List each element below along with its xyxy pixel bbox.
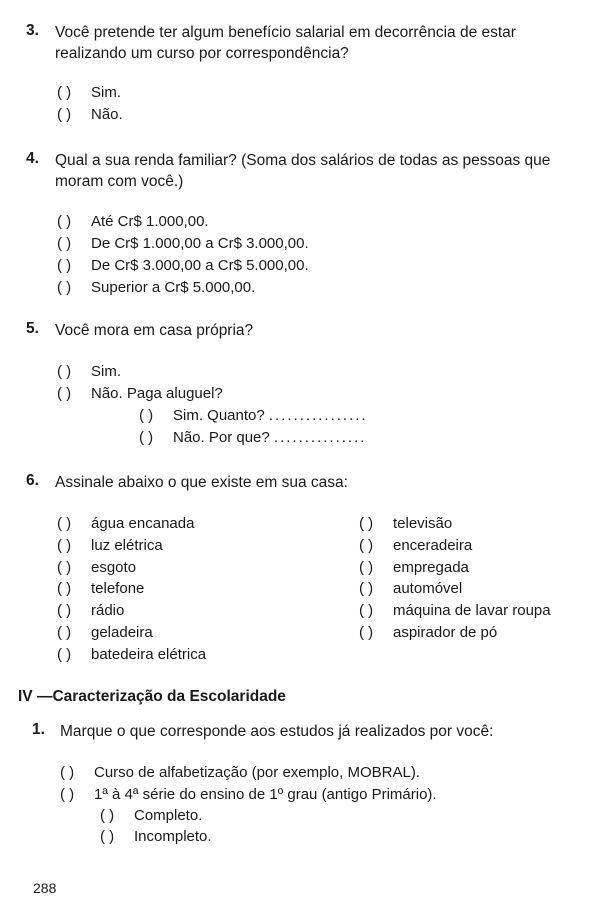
q6-item-left[interactable] bbox=[57, 515, 194, 532]
option-label: Não. bbox=[91, 106, 123, 123]
question-6-text: Assinale abaixo o que existe em sua casa: bbox=[55, 474, 348, 491]
checkbox[interactable]: ( ) bbox=[57, 213, 72, 230]
q6-item-left[interactable] bbox=[57, 580, 144, 597]
page-number: 288 bbox=[33, 880, 57, 896]
q5-option-no-rent[interactable] bbox=[57, 385, 223, 402]
option-label: Incompleto. bbox=[134, 828, 212, 845]
schooling-sub-option-complete[interactable] bbox=[100, 807, 202, 824]
checkbox[interactable]: ( ) bbox=[359, 624, 374, 641]
q6-item-right[interactable] bbox=[359, 624, 497, 641]
item-label: rádio bbox=[91, 602, 125, 619]
item-label: batedeira elétrica bbox=[91, 646, 207, 663]
option-label: Curso de alfabetização (por exemplo, MOBRAL). bbox=[94, 764, 420, 781]
q6-item-left[interactable] bbox=[57, 646, 206, 663]
question-5-number: 5. bbox=[26, 320, 39, 337]
option-label: De Cr$ 1.000,00 a Cr$ 3.000,00. bbox=[91, 235, 309, 252]
q6-item-left[interactable] bbox=[57, 559, 136, 576]
item-label: enceradeira bbox=[393, 537, 473, 554]
checkbox[interactable]: ( ) bbox=[359, 537, 374, 554]
option-label: Não. Por que? bbox=[173, 429, 270, 446]
checkbox[interactable]: ( ) bbox=[100, 828, 115, 845]
question-6-number: 6. bbox=[26, 472, 39, 489]
checkbox[interactable]: ( ) bbox=[57, 385, 72, 402]
q3-option-no[interactable] bbox=[57, 106, 123, 123]
checkbox[interactable]: ( ) bbox=[57, 602, 72, 619]
checkbox[interactable]: ( ) bbox=[57, 106, 72, 123]
question-3-number: 3. bbox=[26, 22, 39, 39]
checkbox[interactable]: ( ) bbox=[57, 580, 72, 597]
option-label: Sim. Quanto? bbox=[173, 407, 265, 424]
q4-option-3[interactable] bbox=[57, 257, 309, 274]
item-label: empregada bbox=[393, 559, 469, 576]
q4-option-2[interactable] bbox=[57, 235, 309, 252]
option-label: Completo. bbox=[134, 807, 203, 824]
schooling-sub-option-incomplete[interactable] bbox=[100, 828, 212, 845]
checkbox[interactable]: ( ) bbox=[60, 786, 75, 803]
item-label: esgoto bbox=[91, 559, 137, 576]
checkbox[interactable]: ( ) bbox=[100, 807, 115, 824]
q3-option-yes[interactable] bbox=[57, 84, 121, 101]
option-label: Sim. bbox=[91, 363, 121, 380]
item-label: luz elétrica bbox=[91, 537, 163, 554]
option-label: 1ª à 4ª série do ensino de 1º grau (antigo Primário). bbox=[94, 786, 437, 803]
section-question-1-number: 1. bbox=[32, 721, 45, 738]
schooling-option-primary[interactable] bbox=[60, 786, 437, 803]
checkbox[interactable]: ( ) bbox=[57, 363, 72, 380]
q5-sub-option-no[interactable] bbox=[139, 429, 366, 446]
checkbox[interactable]: ( ) bbox=[57, 235, 72, 252]
checkbox[interactable]: ( ) bbox=[57, 257, 72, 274]
checkbox[interactable]: ( ) bbox=[139, 407, 154, 424]
section-heading: IV —Caracterização da Escolaridade bbox=[18, 688, 286, 705]
q5-option-yes[interactable] bbox=[57, 363, 121, 380]
option-label: Sim. bbox=[91, 84, 121, 101]
item-label: televisão bbox=[393, 515, 453, 532]
item-label: máquina de lavar roupa bbox=[393, 602, 551, 619]
q6-item-left[interactable] bbox=[57, 624, 153, 641]
q5-sub-option-yes[interactable] bbox=[139, 407, 368, 424]
item-label: aspirador de pó bbox=[393, 624, 498, 641]
checkbox[interactable]: ( ) bbox=[60, 764, 75, 781]
question-3-text: Você pretende ter algum benefício salarial em decorrência de estar realizando um curso por correspondência? bbox=[55, 24, 516, 62]
q6-item-left[interactable] bbox=[57, 602, 124, 619]
q4-option-4[interactable] bbox=[57, 279, 255, 296]
checkbox[interactable]: ( ) bbox=[359, 515, 374, 532]
section-question-1-text: Marque o que corresponde aos estudos já realizados por você: bbox=[60, 723, 494, 740]
schooling-option-literacy[interactable] bbox=[60, 764, 420, 781]
question-4-text: Qual a sua renda familiar? (Soma dos salários de todas as pessoas que moram com você.) bbox=[55, 152, 551, 190]
checkbox[interactable]: ( ) bbox=[57, 279, 72, 296]
item-label: telefone bbox=[91, 580, 145, 597]
q4-option-1[interactable] bbox=[57, 213, 209, 230]
checkbox[interactable]: ( ) bbox=[359, 559, 374, 576]
q6-item-right[interactable] bbox=[359, 602, 551, 619]
checkbox[interactable]: ( ) bbox=[359, 602, 374, 619]
checkbox[interactable]: ( ) bbox=[57, 646, 72, 663]
checkbox[interactable]: ( ) bbox=[57, 624, 72, 641]
q6-item-right[interactable] bbox=[359, 515, 452, 532]
checkbox[interactable]: ( ) bbox=[57, 559, 72, 576]
checkbox[interactable]: ( ) bbox=[139, 429, 154, 446]
option-label: Até Cr$ 1.000,00. bbox=[91, 213, 209, 230]
q6-item-left[interactable] bbox=[57, 537, 163, 554]
question-4-number: 4. bbox=[26, 150, 39, 167]
q6-item-right[interactable] bbox=[359, 580, 462, 597]
option-label: Não. Paga aluguel? bbox=[91, 385, 223, 402]
checkbox[interactable]: ( ) bbox=[57, 537, 72, 554]
item-label: água encanada bbox=[91, 515, 195, 532]
checkbox[interactable]: ( ) bbox=[57, 515, 72, 532]
item-label: automóvel bbox=[393, 580, 463, 597]
question-5-text: Você mora em casa própria? bbox=[55, 322, 254, 339]
q6-item-right[interactable] bbox=[359, 537, 472, 554]
option-label: De Cr$ 3.000,00 a Cr$ 5.000,00. bbox=[91, 257, 309, 274]
fill-in-line[interactable]: ................ bbox=[268, 407, 368, 424]
q6-item-right[interactable] bbox=[359, 559, 469, 576]
fill-in-line[interactable]: ............... bbox=[273, 429, 367, 446]
option-label: Superior a Cr$ 5.000,00. bbox=[91, 279, 256, 296]
item-label: geladeira bbox=[91, 624, 153, 641]
checkbox[interactable]: ( ) bbox=[359, 580, 374, 597]
checkbox[interactable]: ( ) bbox=[57, 84, 72, 101]
